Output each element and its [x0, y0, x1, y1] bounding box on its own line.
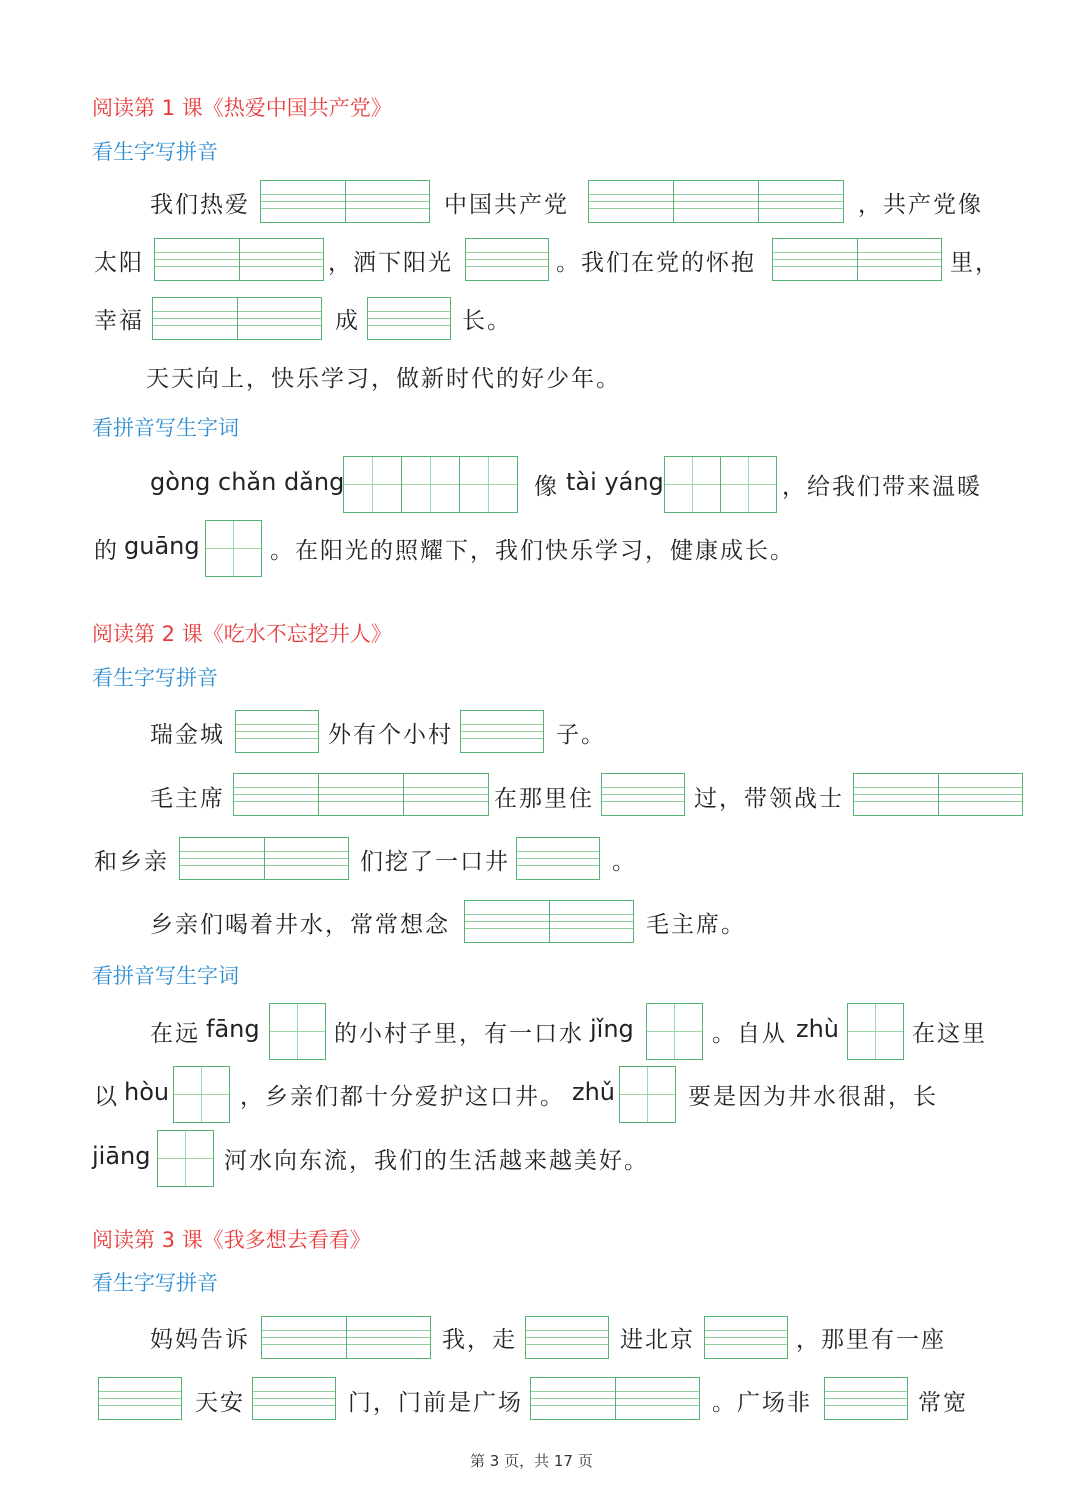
- text: ，乡亲们都十分爱护这口井。: [240, 1084, 565, 1110]
- pinyin-answer-box[interactable]: [601, 773, 685, 816]
- pinyin-answer-box[interactable]: [530, 1377, 700, 1420]
- pinyin-answer-box[interactable]: [260, 180, 430, 223]
- text: 。自从: [712, 1021, 787, 1047]
- page-footer: 第 3 页，共 17 页: [470, 1452, 593, 1470]
- text: 像: [534, 474, 559, 500]
- text: 在远: [150, 1021, 200, 1047]
- text: 乡亲们喝着井水，常常想念: [150, 912, 450, 938]
- text: 的小村子里，有一口水: [334, 1021, 584, 1047]
- character-answer-box[interactable]: [664, 456, 777, 513]
- section-write-pinyin: 看生字写拼音: [92, 666, 218, 690]
- section-write-pinyin: 看生字写拼音: [92, 140, 218, 164]
- pinyin-answer-box[interactable]: [235, 710, 319, 753]
- pinyin-answer-box[interactable]: [588, 180, 844, 223]
- pinyin-answer-box[interactable]: [154, 238, 324, 281]
- text: 幸福: [94, 308, 144, 334]
- text: 和乡亲: [94, 849, 169, 875]
- text: 子。: [556, 722, 606, 748]
- pinyin-answer-box[interactable]: [772, 238, 942, 281]
- pinyin-answer-box[interactable]: [233, 773, 489, 816]
- pinyin-prompt: fāng: [206, 1015, 260, 1043]
- text: 长。: [462, 308, 512, 334]
- lesson-1-title: 阅读第 1 课《热爱中国共产党》: [92, 96, 392, 120]
- text: ，给我们带来温暖: [782, 474, 982, 500]
- character-answer-box[interactable]: [847, 1003, 904, 1060]
- text: 。我们在党的怀抱: [556, 250, 756, 276]
- text: 的: [94, 538, 119, 564]
- character-answer-box[interactable]: [646, 1003, 703, 1060]
- text: 过，带领战士: [694, 786, 844, 812]
- text: ，那里有一座: [796, 1327, 946, 1353]
- pinyin-answer-box[interactable]: [465, 238, 549, 281]
- pinyin-answer-box[interactable]: [460, 710, 544, 753]
- pinyin-prompt: hòu: [124, 1078, 170, 1106]
- text: 中国共产党: [444, 192, 569, 218]
- pinyin-answer-box[interactable]: [261, 1316, 431, 1359]
- character-answer-box[interactable]: [173, 1066, 230, 1123]
- text: 进北京: [620, 1327, 695, 1353]
- pinyin-prompt: tài yáng: [566, 468, 664, 496]
- pinyin-prompt: gòng chǎn dǎng: [150, 468, 345, 496]
- text: 天安: [195, 1390, 245, 1416]
- text: 太阳: [94, 250, 144, 276]
- text: 在那里住: [494, 786, 594, 812]
- text: 瑞金城: [150, 722, 225, 748]
- text: 们挖了一口井: [360, 849, 510, 875]
- text: 河水向东流，我们的生活越来越美好。: [224, 1148, 649, 1174]
- character-answer-box[interactable]: [343, 456, 518, 513]
- pinyin-answer-box[interactable]: [525, 1316, 609, 1359]
- pinyin-answer-box[interactable]: [704, 1316, 788, 1359]
- text: 。: [612, 849, 637, 875]
- pinyin-answer-box[interactable]: [252, 1377, 336, 1420]
- text: 成: [335, 308, 360, 334]
- text: 常宽: [918, 1390, 968, 1416]
- text: 我，走: [442, 1327, 517, 1353]
- text: 。在阳光的照耀下，我们快乐学习，健康成长。: [270, 538, 795, 564]
- character-answer-box[interactable]: [157, 1130, 214, 1187]
- pinyin-prompt: jǐng: [590, 1015, 634, 1043]
- text: 要是因为井水很甜，长: [688, 1084, 938, 1110]
- text: 在这里: [912, 1021, 987, 1047]
- section-write-pinyin: 看生字写拼音: [92, 1271, 218, 1295]
- text: 天天向上，快乐学习，做新时代的好少年。: [146, 366, 621, 392]
- text: 以: [94, 1084, 119, 1110]
- text: 。广场非: [712, 1390, 812, 1416]
- text: 外有个小村: [328, 722, 453, 748]
- character-answer-box[interactable]: [205, 520, 262, 577]
- text: 我们热爱: [150, 192, 250, 218]
- pinyin-answer-box[interactable]: [367, 297, 451, 340]
- section-write-characters: 看拼音写生字词: [92, 964, 239, 988]
- character-answer-box[interactable]: [619, 1066, 676, 1123]
- text: 里，: [950, 250, 1000, 276]
- lesson-3-title: 阅读第 3 课《我多想去看看》: [92, 1228, 371, 1252]
- pinyin-answer-box[interactable]: [853, 773, 1023, 816]
- text: 门，门前是广场: [348, 1390, 523, 1416]
- text: 毛主席。: [646, 912, 746, 938]
- pinyin-prompt: guāng: [124, 532, 200, 560]
- pinyin-answer-box[interactable]: [824, 1377, 908, 1420]
- pinyin-prompt: zhù: [796, 1015, 840, 1043]
- character-answer-box[interactable]: [269, 1003, 326, 1060]
- lesson-2-title: 阅读第 2 课《吃水不忘挖井人》: [92, 622, 392, 646]
- text: 妈妈告诉: [150, 1327, 250, 1353]
- pinyin-answer-box[interactable]: [464, 900, 634, 943]
- text: ，共产党像: [858, 192, 983, 218]
- pinyin-answer-box[interactable]: [179, 837, 349, 880]
- pinyin-answer-box[interactable]: [516, 837, 600, 880]
- text: 毛主席: [150, 786, 225, 812]
- text: ，洒下阳光: [328, 250, 453, 276]
- pinyin-answer-box[interactable]: [98, 1377, 182, 1420]
- pinyin-answer-box[interactable]: [152, 297, 322, 340]
- pinyin-prompt: zhǔ: [572, 1078, 616, 1106]
- pinyin-prompt: jiāng: [92, 1142, 151, 1170]
- section-write-characters: 看拼音写生字词: [92, 416, 239, 440]
